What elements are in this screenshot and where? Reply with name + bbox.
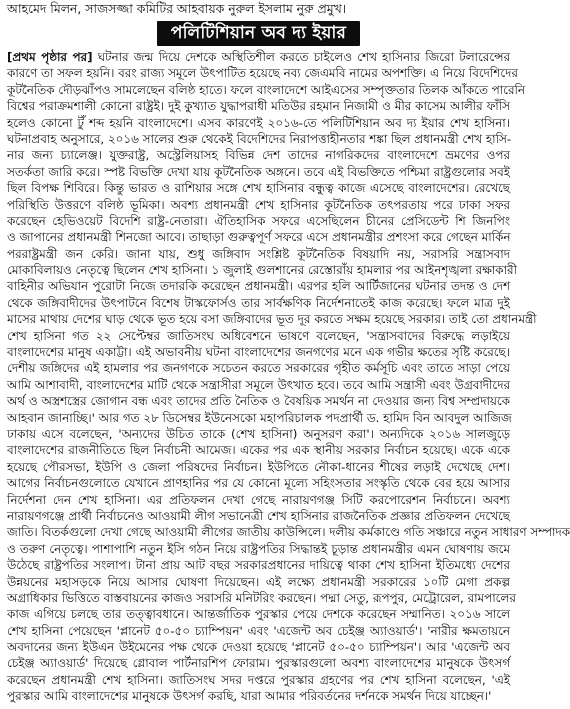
article-line: বিশ্বের পরাক্রমশালী কোনো রাষ্ট্রই। দুই কুখ্যাত যুদ্ধাপরাধী মতিউর রহমান নিজামী ও মীর কাসেম আলীর ফাঁসি — [7, 99, 510, 114]
article-line: ছিল বিপক্ষ শিবিরে। কিন্তু ভারত ও রাশিয়ার সঙ্গে শেখ হাসিনার বন্ধুত্ব কাজে এসেছে বাংলাদেশের। রেখেছে — [7, 181, 510, 196]
article-line: কারণে তা সফল হয়নি। বরং রাজ্য সমূলে উৎপাটিত হয়েছে নব্য জেএমবি নামের অপশক্তি। এ নিয়ে বিদেশিদের — [7, 66, 518, 81]
article-line: পুরস্কার আমি বাংলাদেশের মানুষকে উৎসর্গ করছি, যারা আমার পরিবর্তনের দর্শনকে সমর্থন দিয়ে যাচ্ছেন।' — [7, 689, 492, 704]
article-line: অবদানের জন্য ইউএন উইমেনের পক্ষ থেকে দেওয়া হয়েছে 'প্লানেট ৫০-৫০ চ্যাম্পিয়ন'। আর 'এজেন্ট অব — [7, 640, 510, 655]
article-line: আমি আশাবাদী, বাংলাদেশের মাটি থেকে সন্ত্রাসীরা সমূলে উৎখাত হবে। তবে আমি সন্ত্রাসী এবং উগ্রবাদীদের — [7, 377, 510, 392]
article-line: ঘটনাপ্রবাহ অনুসারে, ২০১৬ সালের শুরু থেকেই বিদেশিদের নিরাপত্তাহীনতার শঙ্কা ছিল প্রধানমন্ত্রী শেখ হাসি- — [7, 131, 512, 146]
article-line: উন্নয়নের মহাসড়কে নিয়ে আসার ঘোষণা দিয়েছেন। এই লক্ষ্যে প্রধানমন্ত্রী সরকারের ১০টি মেগা প্রকল্প — [7, 574, 510, 589]
article-line: ও তরুণ নেতৃত্বে। পাশাপাশি নতুন ইসি গঠন নিয়ে রাষ্ট্রপতির সিদ্ধান্তই চূড়ান্ত প্রধানমন্ত্রীর এমন ঘোষণায় জমে — [7, 541, 510, 556]
article-line: দেশীয় জঙ্গিদের এই হামলার পর জনগণকে সচেতন করতে সরকারের গৃহীত কর্মসূচি এবং তাতে সাড়া পেয়ে — [7, 361, 510, 376]
article-line: আগের নির্বাচনগুলোতে যেখানে প্রাণহানির পর যে কোনো মূল্যে সহিংসতার সংস্কৃতি থেকে বের হয়ে আসার — [7, 476, 510, 491]
article-line: হলেও কোনো টুঁ শব্দ হয়নি বাংলাদেশে। এসব কারণেই ২০১৬-তে পলিটিশিয়ান অব দ্য ইয়ার শেখ হাসিনা। — [7, 115, 510, 130]
article-line — [7, 49, 510, 65]
article-line: বাংলাদেশের রাজনীতিতে ছিল নির্বাচনী আমেজ। একের পর এক স্থানীয় সরকার নির্বাচন হয়েছে। একে একে — [7, 443, 510, 458]
article-line: থেকে জঙ্গিবাদীদের উৎপাটনে বিশেষ টাস্কফোর্সও তার সার্বক্ষণিক নির্দেশনাতেই কাজ করেছে। ফলে মাত্র দুই — [7, 295, 510, 310]
article-line: অর্থ ও অস্ত্রশস্ত্রের জোগান বন্ধ এবং তাদের প্রতি নৈতিক ও বৈষয়িক সমর্থন না দেওয়ার জন্য বিশ্ব সম্প্রদায়কে — [7, 394, 510, 409]
article-line: হয়েছে পৌরসভা, ইউপি ও জেলা পরিষদের নির্বাচন। ইউপিতে নৌকা-ধানের শীষের লড়াই দেখেছে দেশ। — [7, 459, 510, 474]
headline: পলিটিশিয়ান অব দ্য ইয়ার — [157, 21, 360, 46]
headline-bar — [7, 21, 510, 48]
article-line: শেখ হাসিনা পেয়েছেন 'প্লানেট ৫০-৫০ চ্যাম্পিয়ন' এবং 'এজেন্ট অব চেইঞ্জ অ্যাওয়ার্ড'। 'নারীর ক্ষমতায়নে — [7, 623, 510, 638]
article-line: অগ্রাধিকার ভিত্তিতে বাস্তবায়নের কাজও সরাসরি মনিটরিং করছেন। পদ্মা সেতু, রূপপুর, মেট্রোরেল, রামপালের — [7, 590, 516, 605]
article-line: করেছেন প্রধানমন্ত্রী শেখ হাসিনা। জাতিসংঘ সদর দপ্তরে পুরস্কার গ্রহণের পর শেখ হাসিনা বলেছেন, 'এই — [7, 672, 510, 687]
article-line: ঢাকায় এসে বলেছেন, 'অন্যদের উচিত তাকে (শেখ হাসিনা) অনুসরণ করা'। অন্যদিকে ২০১৬ সালজুড়ে — [7, 426, 510, 441]
article-body — [7, 49, 570, 709]
article-line: নারায়ণগঞ্জে প্রার্থী নির্বাচনেও আওয়ামী লীগ সভানেত্রী শেখ হাসিনার রাজনৈতিক প্রজ্ঞার প্রতিফলন দেখেছে — [7, 508, 510, 523]
byline: আহমেদ মিলন, সাজসজ্জা কমিটির আহবায়ক নুরুল ইসলাম নুরু প্রমুখ। — [7, 1, 347, 16]
article-line: মাসের মাথায় দেশের ঘাড় থেকে ভূত হয়ে বসা জঙ্গিবাদের ভূত দূর করতে সক্ষম হয়েছে সরকার। তাই তো প্রধানমন্ত্রী — [7, 312, 537, 327]
article-line: চেইঞ্জ অ্যাওয়ার্ড' দিয়েছে গ্লোবাল পার্টনারশিপ ফোরাম। পুরস্কারগুলো অবশ্য বাংলাদেশের মানুষকে উৎসর্গ — [7, 656, 510, 671]
article-line: মোকাবিলায়ও নেতৃত্বে ছিলেন শেখ হাসিনা। ১ জুলাই গুলশানের রেস্তোরাঁয় হামলার পর আইনশৃঙ্খলা রক্ষাকারী — [7, 263, 517, 278]
article-line: উঠেছে রাষ্ট্রপতির সংলাপ। টানা প্রায় আট বছর সরকারপ্রধানের দায়িত্বে থাকা শেখ হাসিনা ইতিমধ্যে দেশের — [7, 558, 510, 573]
article-line: ও জাপানের প্রধানমন্ত্রী শিনজো আবে। তাছাড়া গুরুত্বপূর্ণ সফরে এসে প্রধানমন্ত্রীর প্রশংসা করে গেছেন মার্কিন — [7, 230, 511, 245]
article-line: জাতি। বিতর্কগুলো দেখা গেছে আওয়ামী লীগের জাতীয় কাউন্সিলে। দলীয় কর্মকাণ্ডে গতি সঞ্চারে নতুন সাধারণ সম্পাদক — [7, 525, 570, 540]
article-line: পরিস্থিতি উত্তরণে বলিষ্ঠ ভূমিকা। অবশ্য প্রধানমন্ত্রী শেখ হাসিনার কূটনৈতিক তৎপরতায় পরে ঢাকা সফর — [7, 197, 510, 212]
article-line: সতর্কতা জারি করে। স্পষ্ট বিভক্তি দেখা যায় কূটনৈতিক অঙ্গনে। তবে এই বিভক্তিতে পশ্চিমা রাষ্ট্রগুলোর সবই — [7, 164, 510, 179]
article-line-text: ঘটনার জন্ম দিয়ে দেশকে অস্থিতিশীল করতে চাইলেও শেখ হাসিনার জিরো টলারেন্সের — [97, 50, 510, 64]
article-line: নির্দেশনা দেন শেখ হাসিনা। এর প্রতিফলন দেখা গেছে নারায়ণগঞ্জ সিটি করপোরেশন নির্বাচনে। অবশ্য — [7, 492, 510, 507]
article-line: পররাষ্ট্রমন্ত্রী জন কেরি। জানা যায়, শুধু জঙ্গিবাদ সংশ্লিষ্ট কূটনৈতিক বিষয়াদি নয়, সরাসরি সন্ত্রাসবাদ — [7, 246, 510, 261]
article-line: নার জন্য চ্যালেঞ্জ। যুক্তরাষ্ট্র, অস্ট্রেলিয়াসহ বিভিন্ন দেশ তাদের নাগরিকদের বাংলাদেশে ভ্রমণের ওপর — [7, 148, 510, 163]
article-line: কূটনৈতিক দৌড়ঝাঁপও সামলেছেন বলিষ্ঠ হাতে। ফলে বাংলাদেশে আইএসের সম্পৃক্ততার তিলক আঁকতে পারেনি — [7, 82, 525, 97]
article-line: শেখ হাসিনা গত ২২ সেপ্টেম্বর জাতিসংঘ অধিবেশনে ভাষণে বলেছেন, 'সন্ত্রাসবাদের বিরুদ্ধে লড়াইয়ে — [7, 328, 510, 343]
article-line: বাংলাদেশের মানুষ একাট্টা। এই অভাবনীয় ঘটনা বাংলাদেশের জনগণের মনে এক গভীর ক্ষতের সৃষ্টি করেছে। — [7, 345, 510, 360]
article-line: আহবান জানাচ্ছি।' আর গত ২৮ ডিসেম্বর ইউনেসকো মহাপরিচালক পদপ্রার্থী ড. হামিদ বিন আবদুল আজিজ — [7, 410, 512, 425]
continued-kicker: [প্রথম পৃষ্ঠার পর] — [7, 50, 93, 64]
article-line: বাহিনীর অভিযান পুরোটা নিজে তদারকি করেছেন প্রধানমন্ত্রী। এরপর হলি আর্টিজানের ঘটনার তদন্ত ও দেশ — [7, 279, 510, 294]
article-line: করেছেন হেভিওয়েট বিদেশি রাষ্ট্র-নেতারা। ঐতিহাসিক সফরে এসেছিলেন চীনের প্রেসিডেন্ট শি জিনপিং — [7, 213, 510, 228]
article-line: কাজ এগিয়ে চলছে তার তত্ত্বাবধানে। আন্তর্জাতিক পুরস্কার পেয়ে দেশকে করেছেন সম্মানিত। ২০১৬ সালে — [7, 607, 510, 622]
